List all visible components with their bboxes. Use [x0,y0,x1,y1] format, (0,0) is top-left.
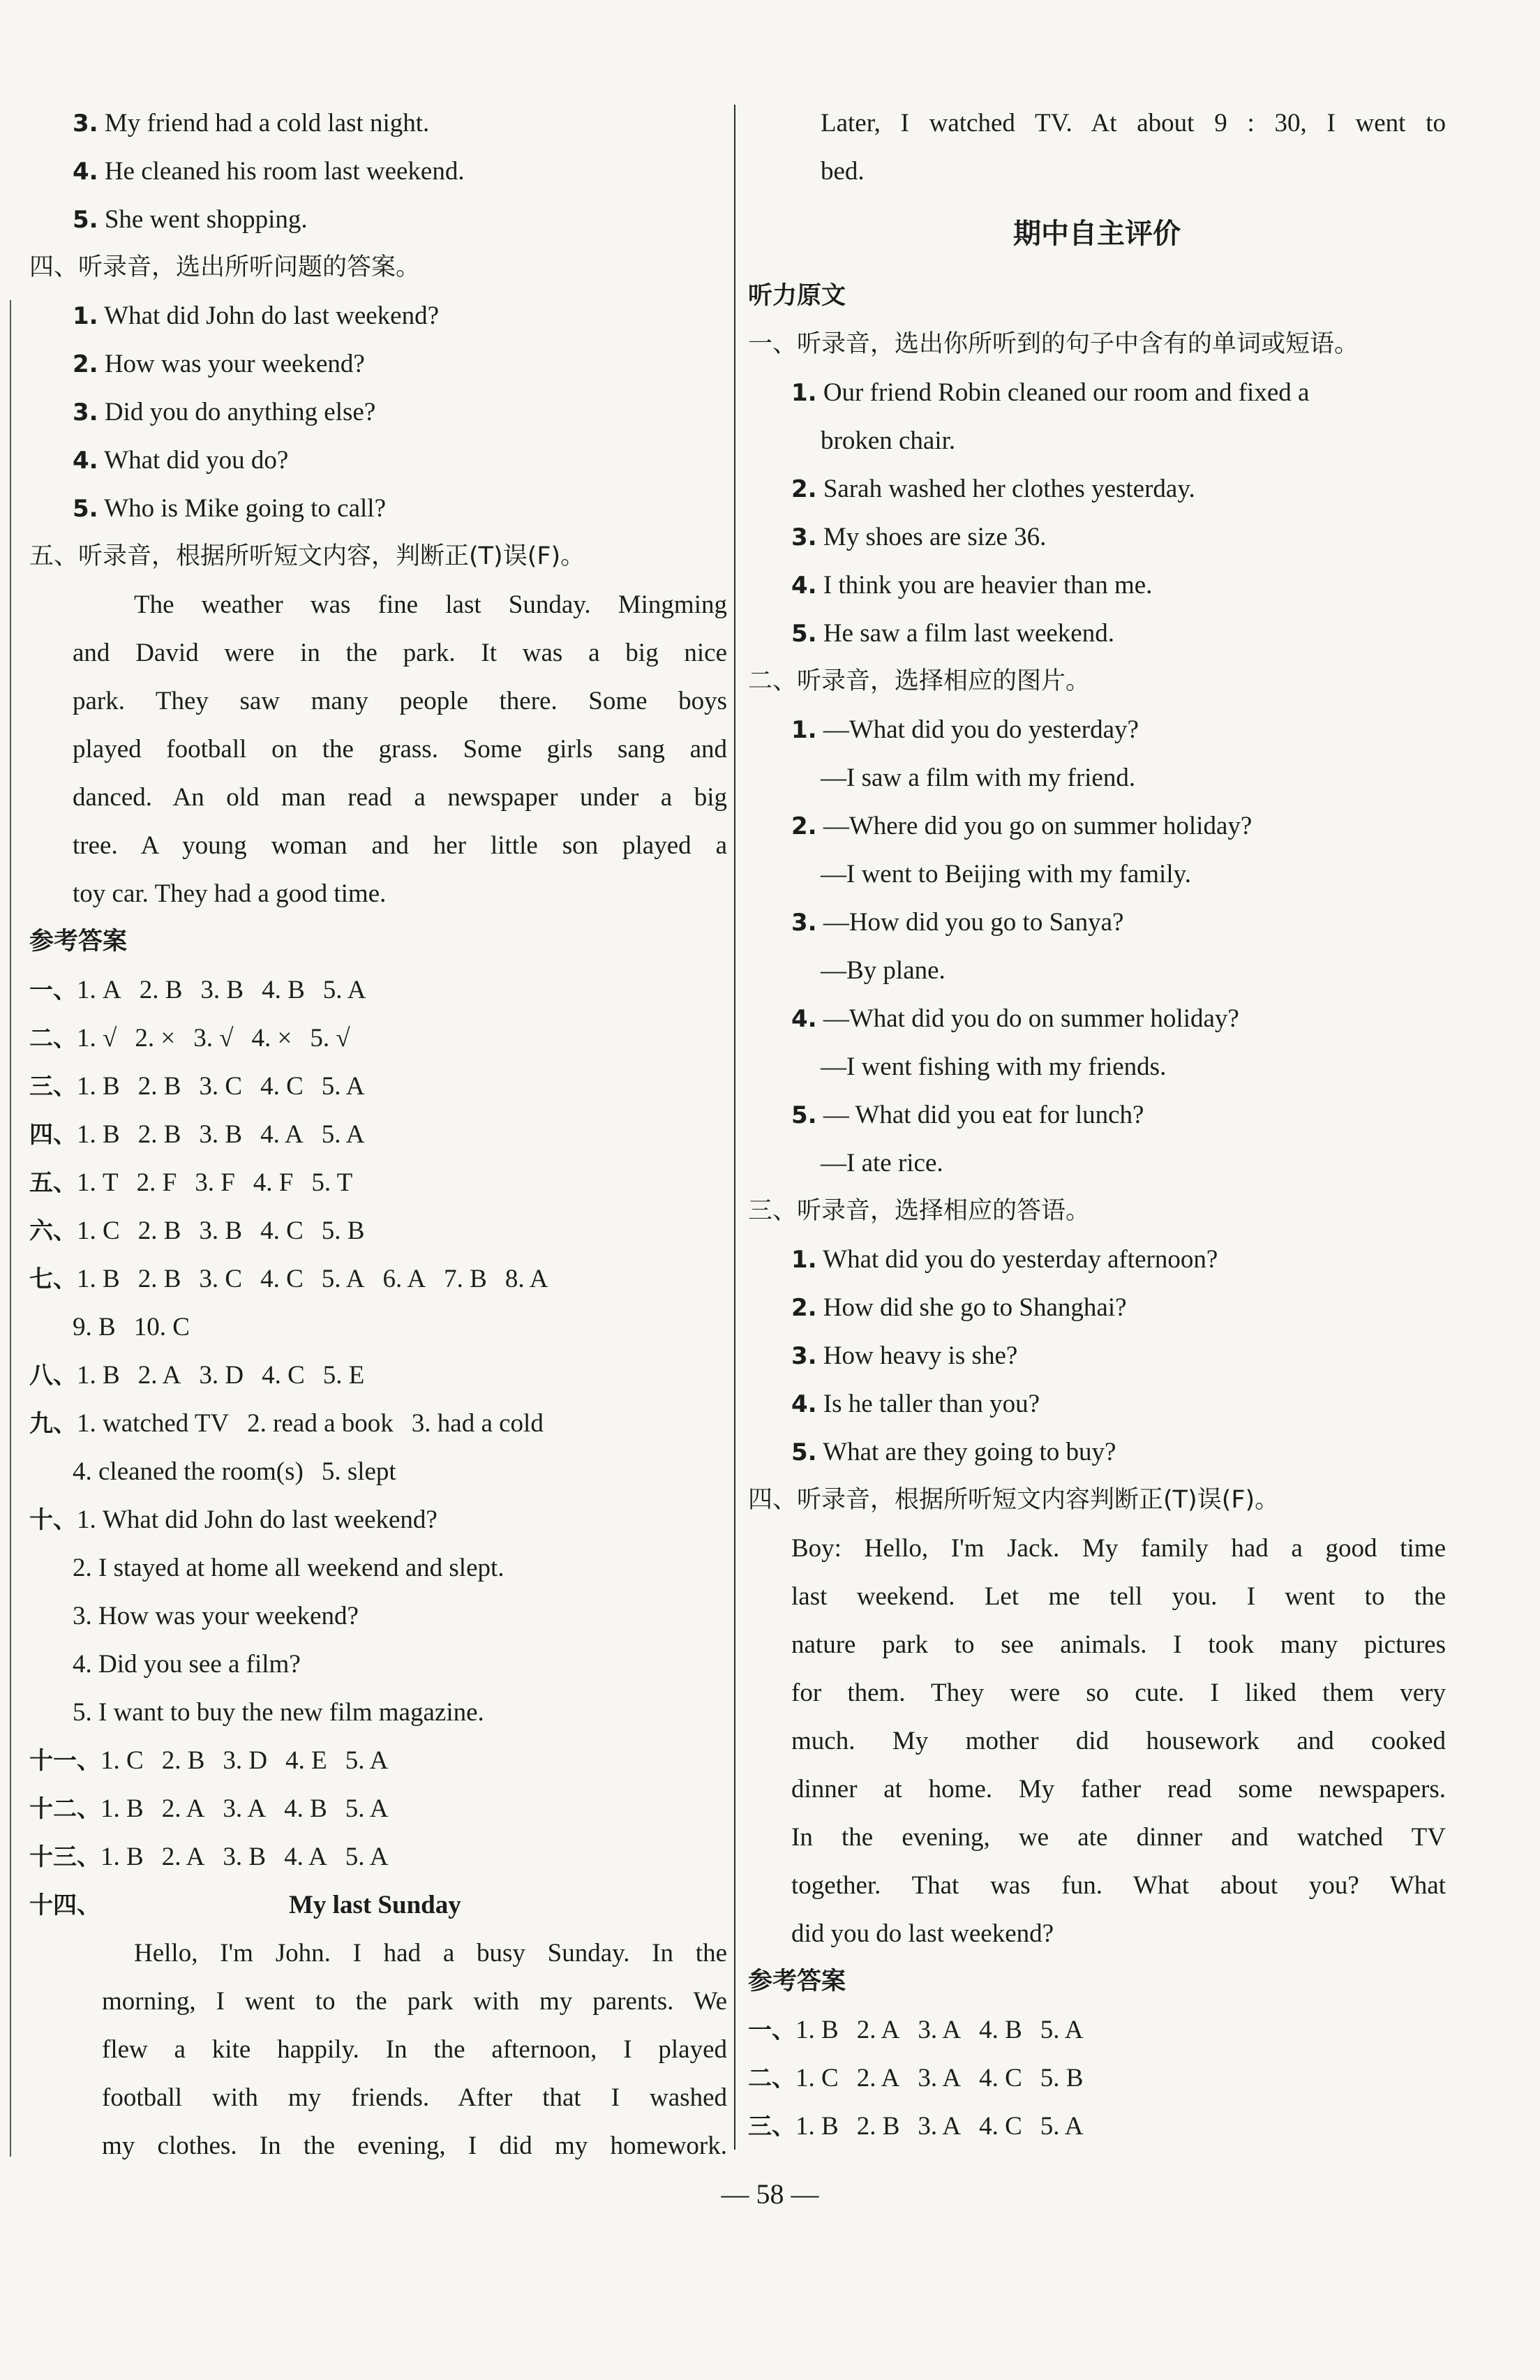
listening-item: 3. My friend had a cold last night. [73,109,430,137]
dialogue-answer: —I ate rice. [821,1149,943,1177]
listening-item: 2. Sarah washed her clothes yesterday. [791,475,1195,503]
listening-label: 听力原文 [748,282,846,310]
listening-item: 5. She went shopping. [73,205,308,234]
question-item: 2. How was your weekend? [73,350,365,378]
section-heading: 三、听录音，选择相应的答语。 [748,1197,1091,1225]
question-item: 4. What did you do? [73,446,289,475]
answer-row: 十四、 My last Sunday [29,1891,461,1919]
answers-label: 参考答案 [748,1968,846,1995]
listening-item: 4. He cleaned his room last weekend. [73,157,465,186]
question-item: 3. Did you do anything else? [73,398,376,426]
sample-essay: Hello, I'm John. I had a busy Sunday. In the morning, I went to the park with my parents. We flew a kite happily. In the afternoon, I played football with my friends. After that I washed my clothes. In the evening, I did my homework. [102,1939,727,2160]
answer-row: 六、1. C 2. B 3. B 4. C 5. B [29,1217,365,1245]
answer-row: 五、1. T 2. F 3. F 4. F 5. T [29,1168,353,1197]
column-divider [734,105,735,2150]
answer-row: 二、1. C 2. A 3. A 4. C 5. B [748,2064,1084,2092]
dialogue-question: 2. —Where did you go on summer holiday? [791,812,1253,840]
answer-row: 十一、1. C 2. B 3. D 4. E 5. A [29,1746,389,1775]
dialogue-answer: —I went to Beijing with my family. [821,860,1191,888]
essay-title: My last Sunday [289,1891,461,1919]
answer-row: 4. Did you see a film? [73,1650,301,1679]
question-item: 2. How did she go to Shanghai? [791,1293,1127,1322]
listening-item: 3. My shoes are size 36. [791,523,1047,551]
section-heading: 五、听录音，根据所听短文内容，判断正(T)误(F)。 [29,542,585,570]
dialogue-answer: —By plane. [821,956,945,985]
question-item: 5. Who is Mike going to call? [73,494,387,523]
question-item: 1. What did you do yesterday afternoon? [791,1245,1218,1274]
answer-row: 3. How was your weekend? [73,1602,359,1630]
dialogue-answer: —I saw a film with my friend. [821,764,1136,792]
question-item: 4. Is he taller than you? [791,1390,1040,1418]
section-heading: 二、听录音，选择相应的图片。 [748,667,1091,695]
answer-row: 9. B 10. C [73,1313,190,1341]
listening-item: 4. I think you are heavier than me. [791,571,1153,600]
listening-item: 5. He saw a film last weekend. [791,619,1114,648]
section-heading: 四、听录音，根据所听短文内容判断正(T)误(F)。 [748,1486,1280,1514]
dialogue-answer: —I went fishing with my friends. [821,1053,1167,1081]
question-item: 3. How heavy is she? [791,1341,1018,1370]
dialogue-question: 4. —What did you do on summer holiday? [791,1004,1239,1033]
page-number: — 58 — [721,2178,819,2210]
answers-label: 参考答案 [29,928,128,955]
listening-passage: Boy: Hello, I'm Jack. My family had a good time last weekend. Let me tell you. I went to the nature park to see animals. I took many pictures for them. They were so cute. I liked them very much. My mother did housework and cooked dinner at home. My father read some newspapers. In the evening, we ate dinner and watched TV together. That was fun. What about you? What did you do last weekend? [791,1534,1446,1948]
sample-essay-continued: Later, I watched TV. At about 9 : 30, I went to bed. [821,109,1446,186]
dialogue-question: 5. — What did you eat for lunch? [791,1101,1144,1129]
section-heading: 四、听录音，选出所听问题的答案。 [29,253,421,281]
question-item: 1. What did John do last weekend? [73,302,440,330]
answer-row: 十、1. What did John do last weekend? [29,1505,438,1534]
margin-rule [10,300,11,2157]
left-column [29,99,727,2170]
answer-row: 4. cleaned the room(s) 5. slept [73,1457,396,1486]
dialogue-question: 3. —How did you go to Sanya? [791,908,1124,937]
listening-passage: The weather was fine last Sunday. Mingming and David were in the park. It was a big nice park. They saw many people there. Some boys played football on the grass. Some girls sang and danced. An old man read a newspaper under a big tree. A young woman and her little son played a toy car. They had a good time. [73,590,727,908]
answer-row: 三、1. B 2. B 3. A 4. C 5. A [748,2112,1084,2141]
answer-row: 2. I stayed at home all weekend and slept. [73,1554,504,1582]
listening-item: 1. Our friend Robin cleaned our room and fixed a [791,378,1310,407]
answer-row: 一、1. B 2. A 3. A 4. B 5. A [748,2016,1084,2044]
answer-row: 二、1. √ 2. × 3. √ 4. × 5. √ [29,1024,350,1053]
question-item: 5. What are they going to buy? [791,1438,1116,1466]
answer-row: 十二、1. B 2. A 3. A 4. B 5. A [29,1794,389,1823]
answer-row: 十三、1. B 2. A 3. B 4. A 5. A [29,1843,389,1871]
listening-item-cont: broken chair. [821,426,956,455]
answer-row: 四、1. B 2. B 3. B 4. A 5. A [29,1120,365,1149]
right-column [748,99,1446,2150]
answer-row: 七、1. B 2. B 3. C 4. C 5. A 6. A 7. B 8. A [29,1265,548,1293]
section-title: 期中自主评价 [1013,218,1181,250]
section-heading: 一、听录音，选出你所听到的句子中含有的单词或短语。 [748,330,1359,358]
answer-row: 一、1. A 2. B 3. B 4. B 5. A [29,976,366,1004]
dialogue-question: 1. —What did you do yesterday? [791,715,1139,744]
answer-row: 三、1. B 2. B 3. C 4. C 5. A [29,1072,365,1101]
answer-row: 八、1. B 2. A 3. D 4. C 5. E [29,1361,365,1390]
answer-row: 九、1. watched TV 2. read a book 3. had a cold [29,1409,544,1438]
answer-row: 5. I want to buy the new film magazine. [73,1698,484,1727]
